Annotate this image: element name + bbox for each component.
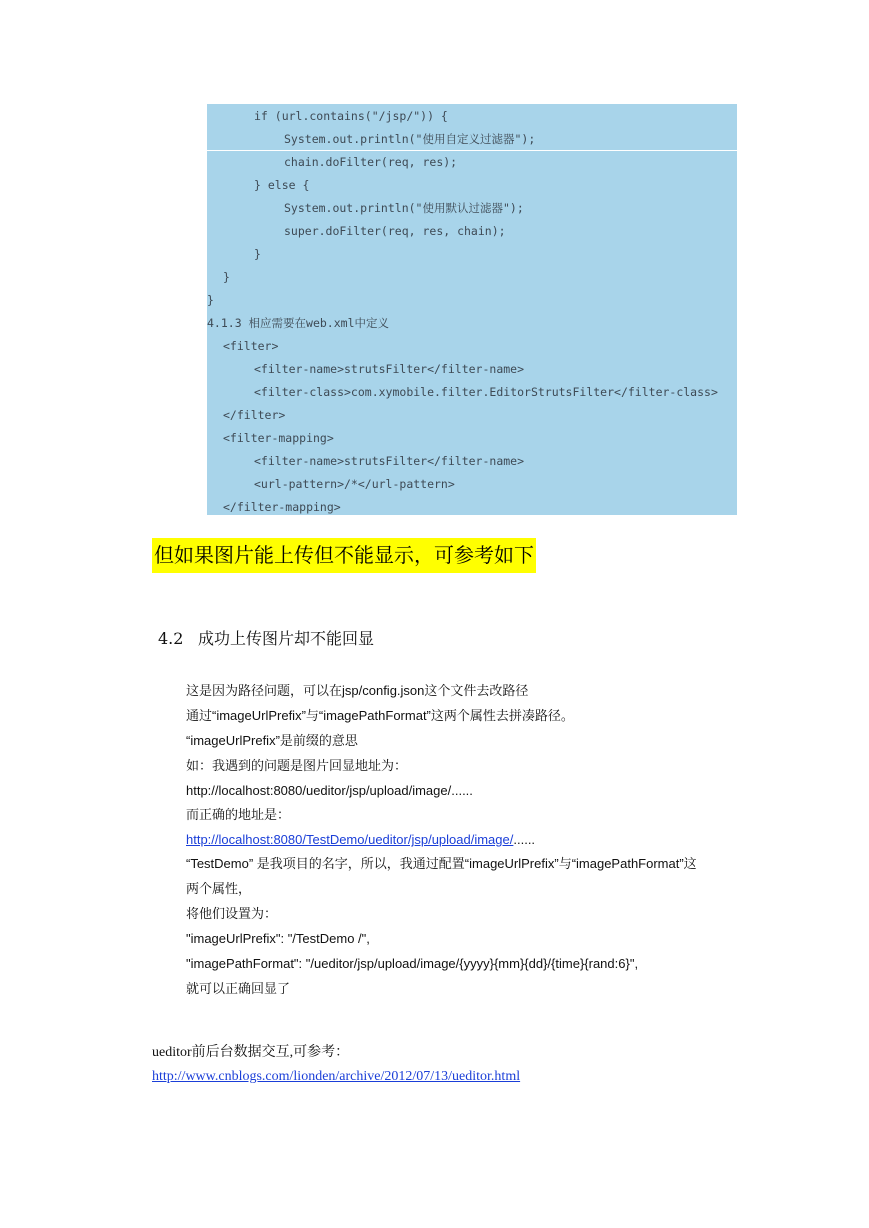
section-heading — [158, 628, 374, 650]
code-row-divider — [207, 150, 737, 151]
paragraph-line: 两个属性， — [186, 881, 252, 896]
paragraph-line: http://localhost:8080/ueditor/jsp/upload/image/...... — [186, 783, 473, 798]
code-line: if (url.contains("/jsp/")) { — [254, 109, 448, 123]
code-line: <filter-class>com.xymobile.filter.EditorStrutsFilter</filter-class> — [254, 385, 718, 399]
correct-url-link[interactable]: http://localhost:8080/TestDemo/ueditor/jsp/upload/image/ — [186, 832, 514, 847]
paragraph-line: “imageUrlPrefix”是前缀的意思 — [186, 733, 358, 748]
paragraph-line: 而正确的地址是： — [186, 807, 291, 822]
link-suffix: ...... — [513, 832, 536, 847]
code-line: } — [223, 270, 230, 284]
code-line: } — [207, 293, 214, 307]
code-line: System.out.println("使用自定义过滤器"); — [284, 132, 536, 146]
paragraph-line — [186, 831, 535, 849]
code-line: <filter-name>strutsFilter</filter-name> — [254, 454, 525, 468]
footer-link-line — [152, 1068, 520, 1086]
paragraph-line: 将他们设置为： — [186, 906, 278, 921]
code-line: <filter> — [223, 339, 279, 353]
section-number: 4.2 — [158, 629, 184, 648]
paragraph-line: 就可以正确回显了 — [186, 981, 291, 996]
code-line: } else { — [254, 178, 310, 192]
code-line: 4.1.3 相应需要在web.xml中定义 — [207, 316, 390, 330]
section-title: 成功上传图片却不能回显 — [198, 629, 375, 648]
code-line: <url-pattern>/*</url-pattern> — [254, 477, 455, 491]
paragraph-line: "imageUrlPrefix": "/TestDemo /", — [186, 931, 370, 946]
highlighted-note: 但如果图片能上传但不能显示，可参考如下 — [152, 538, 536, 573]
paragraph-line: 通过“imageUrlPrefix”与“imagePathFormat”这两个属性去拼凑路径。 — [186, 708, 574, 723]
paragraph-line: 这是因为路径问题，可以在jsp/config.json这个文件去改路径 — [186, 683, 529, 698]
footer-text: ueditor前后台数据交互,可参考： — [152, 1045, 350, 1060]
code-line: <filter-mapping> — [223, 431, 334, 445]
reference-link[interactable]: http://www.cnblogs.com/lionden/archive/2012/07/13/ueditor.html — [152, 1069, 521, 1084]
code-line: <filter-name>strutsFilter</filter-name> — [254, 362, 525, 376]
code-line: </filter> — [223, 408, 286, 422]
code-line: } — [254, 247, 261, 261]
code-line: super.doFilter(req, res, chain); — [284, 224, 506, 238]
code-line: </filter-mapping> — [223, 500, 341, 514]
paragraph-line: “TestDemo” 是我项目的名字，所以，我通过配置“imageUrlPrefix”与“imagePathFormat”这 — [186, 856, 697, 871]
code-line: System.out.println("使用默认过滤器"); — [284, 201, 524, 215]
paragraph-line: 如：我遇到的问题是图片回显地址为： — [186, 758, 408, 773]
paragraph-line: "imagePathFormat": "/ueditor/jsp/upload/image/{yyyy}{mm}{dd}/{time}{rand:6}", — [186, 956, 639, 971]
code-line: chain.doFilter(req, res); — [284, 155, 458, 169]
